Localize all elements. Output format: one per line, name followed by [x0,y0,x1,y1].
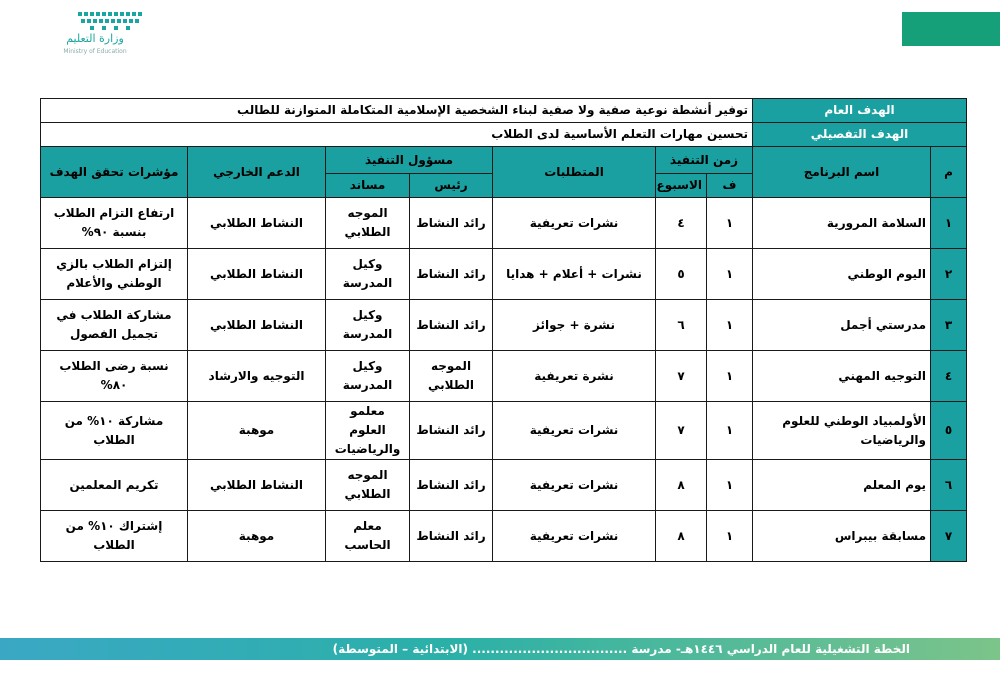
table-row [41,402,967,460]
week-cell: ٨ [656,511,707,562]
logo-english-text: Ministry of Education [63,48,127,55]
table-row [41,249,967,300]
assistant-cell: وكيل المدرسة [326,300,410,351]
row-number: ١ [931,198,967,249]
requirements-cell: نشرات تعريفية [493,198,656,249]
requirements-cell: نشرة تعريفية [493,351,656,402]
indicator-cell: نسبة رضى الطلاب ٨٠% [41,351,188,402]
ministry-logo [40,6,150,58]
requirements-cell: نشرات تعريفية [493,511,656,562]
logo-dots-icon [76,8,146,34]
support-cell: النشاط الطلابي [188,460,326,511]
footer-bar [0,638,1000,660]
support-cell: التوجيه والارشاد [188,351,326,402]
header-time: زمن التنفيذ [656,147,753,174]
requirements-cell: نشرات + أعلام + هدايا [493,249,656,300]
general-goal-row [41,99,967,123]
week-cell: ٦ [656,300,707,351]
program-name: السلامة المرورية [753,198,931,249]
head-cell: رائد النشاط [410,402,493,460]
requirements-cell: نشرات تعريفية [493,402,656,460]
row-number: ٥ [931,402,967,460]
indicator-cell: إلتزام الطلاب بالزي الوطني والأعلام [41,249,188,300]
semester-cell: ١ [707,249,753,300]
program-name: يوم المعلم [753,460,931,511]
assistant-cell: الموجه الطلابي [326,460,410,511]
program-name: التوجيه المهني [753,351,931,402]
header-requirements: المتطلبات [493,147,656,198]
semester-cell: ١ [707,402,753,460]
head-cell: رائد النشاط [410,460,493,511]
semester-cell: ١ [707,511,753,562]
assistant-cell: وكيل المدرسة [326,351,410,402]
assistant-cell: وكيل المدرسة [326,249,410,300]
footer-text: الخطة التشغيلية للعام الدراسي ١٤٤٦هـ- مدرسة .................................. (الابتدائية – المتوسطة) [332,642,910,656]
program-name: اليوم الوطني [753,249,931,300]
header-assistant: مساند [326,174,410,198]
column-header-row [41,147,967,174]
support-cell: النشاط الطلابي [188,198,326,249]
support-cell: النشاط الطلابي [188,249,326,300]
assistant-cell: الموجه الطلابي [326,198,410,249]
indicator-cell: تكريم المعلمين [41,460,188,511]
detailed-goal-row [41,123,967,147]
indicator-cell: إشتراك ١٠% من الطلاب [41,511,188,562]
week-cell: ٨ [656,460,707,511]
indicator-cell: مشاركة ١٠% من الطلاب [41,402,188,460]
row-number: ٤ [931,351,967,402]
row-number: ٦ [931,460,967,511]
semester-cell: ١ [707,460,753,511]
requirements-cell: نشرة + جوائز [493,300,656,351]
support-cell: النشاط الطلابي [188,300,326,351]
header-indicators: مؤشرات تحقق الهدف [41,147,188,198]
row-number: ٢ [931,249,967,300]
week-cell: ٥ [656,249,707,300]
table-row [41,198,967,249]
week-cell: ٤ [656,198,707,249]
table-row [41,300,967,351]
head-cell: رائد النشاط [410,511,493,562]
requirements-cell: نشرات تعريفية [493,460,656,511]
table-row [41,460,967,511]
head-cell: الموجه الطلابي [410,351,493,402]
indicator-cell: ارتفاع التزام الطلاب بنسبة ٩٠% [41,198,188,249]
operational-plan-table [40,98,967,562]
semester-cell: ١ [707,198,753,249]
head-cell: رائد النشاط [410,249,493,300]
header-program: اسم البرنامج [753,147,931,198]
indicator-cell: مشاركة الطلاب في تجميل الفصول [41,300,188,351]
program-name: الأولمبياد الوطني للعلوم والرياضيات [753,402,931,460]
header-semester: ف [707,174,753,198]
row-number: ٧ [931,511,967,562]
logo-arabic-text: وزارة التعليم [66,32,124,45]
general-goal-label: الهدف العام [753,99,967,123]
assistant-cell: معلمو العلوم والرياضيات [326,402,410,460]
head-cell: رائد النشاط [410,300,493,351]
semester-cell: ١ [707,300,753,351]
program-name: مدرستي أجمل [753,300,931,351]
header-responsible: مسؤول التنفيذ [326,147,493,174]
head-cell: رائد النشاط [410,198,493,249]
table-row [41,351,967,402]
corner-accent [902,12,1000,46]
general-goal-text: توفير أنشطة نوعية صفية ولا صفية لبناء الشخصية الإسلامية المتكاملة المتوازنة للطالب [41,99,753,123]
detailed-goal-label: الهدف التفصيلي [753,123,967,147]
detailed-goal-text: تحسين مهارات التعلم الأساسية لدى الطلاب [41,123,753,147]
row-number: ٣ [931,300,967,351]
support-cell: موهبة [188,402,326,460]
support-cell: موهبة [188,511,326,562]
header-head: رئيس [410,174,493,198]
week-cell: ٧ [656,402,707,460]
header-m: م [931,147,967,198]
week-cell: ٧ [656,351,707,402]
header-support: الدعم الخارجي [188,147,326,198]
header-week: الاسبوع [656,174,707,198]
semester-cell: ١ [707,351,753,402]
program-name: مسابقة بيبراس [753,511,931,562]
assistant-cell: معلم الحاسب [326,511,410,562]
table-row [41,511,967,562]
